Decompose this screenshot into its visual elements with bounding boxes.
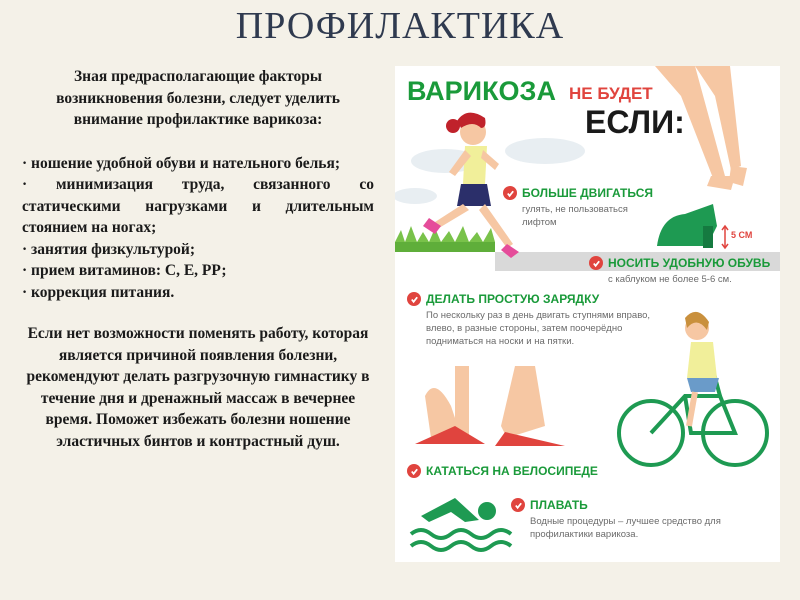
tip-swimming [511, 498, 771, 541]
height-arrow-icon [722, 226, 728, 248]
poster-heading-main: ВАРИКОЗА [407, 76, 556, 106]
feet-exercise-icon [415, 366, 565, 446]
tip-title: ПЛАВАТЬ [530, 498, 588, 512]
tip-title: ДЕЛАТЬ ПРОСТУЮ ЗАРЯДКУ [426, 292, 600, 306]
tip-title: КАТАТЬСЯ НА ВЕЛОСИПЕДЕ [426, 464, 598, 478]
factor-list [22, 153, 374, 304]
tip-move-more [503, 186, 653, 229]
check-icon [407, 292, 421, 306]
check-icon [589, 256, 603, 270]
tip-exercise [407, 292, 657, 348]
text-column [22, 66, 374, 452]
page-title: ПРОФИЛАКТИКА [235, 5, 565, 47]
poster-heading-not: НЕ БУДЕТ [569, 84, 653, 103]
tip-cycling [407, 464, 627, 478]
factor-item: · минимизация труда, связанного со статическими нагрузками и длительным стоянием на ногах; [22, 176, 374, 236]
tip-desc: с каблуком не более 5-6 см. [608, 274, 732, 285]
tip-desc: гулять, не пользоваться лифтом [522, 204, 628, 228]
tip-desc: Водные процедуры – лучшее средство для профилактики варикоза. [530, 516, 721, 540]
check-icon [511, 498, 525, 512]
factor-item: · коррекция питания. [22, 283, 175, 301]
shoe-icon [657, 204, 717, 248]
grass-icon [395, 226, 495, 252]
heel-size-label: 5 СМ [731, 230, 753, 240]
check-icon [503, 186, 517, 200]
tip-comfortable-shoes [589, 256, 779, 286]
intro-paragraph: Зная предрасполагающие факторы возникновения болезни, следует уделить внимание профилактике варикоза: [56, 68, 340, 128]
tip-title: БОЛЬШЕ ДВИГАТЬСЯ [522, 186, 654, 200]
prevention-poster [395, 66, 780, 562]
poster-heading-if: ЕСЛИ: [585, 104, 685, 140]
factor-item: · ношение удобной обуви и нательного белья; [22, 154, 341, 172]
tip-desc: По нескольку раз в день двигать ступнями вправо, влево, в разные стороны, затем поочерёдно подниматься на носки и на пятки. [426, 310, 651, 347]
factor-item: · занятия физкультурой; [22, 240, 196, 258]
factor-item: · прием витаминов: С, Е, РР; [22, 262, 227, 279]
tip-title: НОСИТЬ УДОБНУЮ ОБУВЬ [608, 256, 771, 270]
outro-paragraph: Если нет возможности поменять работу, которая является причиной появления болезни, рекомендуют делать разгрузочную гимнастику в течение дня и дренажный массаж в вечернее время. Поможет избежать болезни ношение эластичных бинтов и контрастный душ. [26, 325, 370, 450]
check-icon [407, 464, 421, 478]
swimmer-icon [411, 498, 511, 550]
